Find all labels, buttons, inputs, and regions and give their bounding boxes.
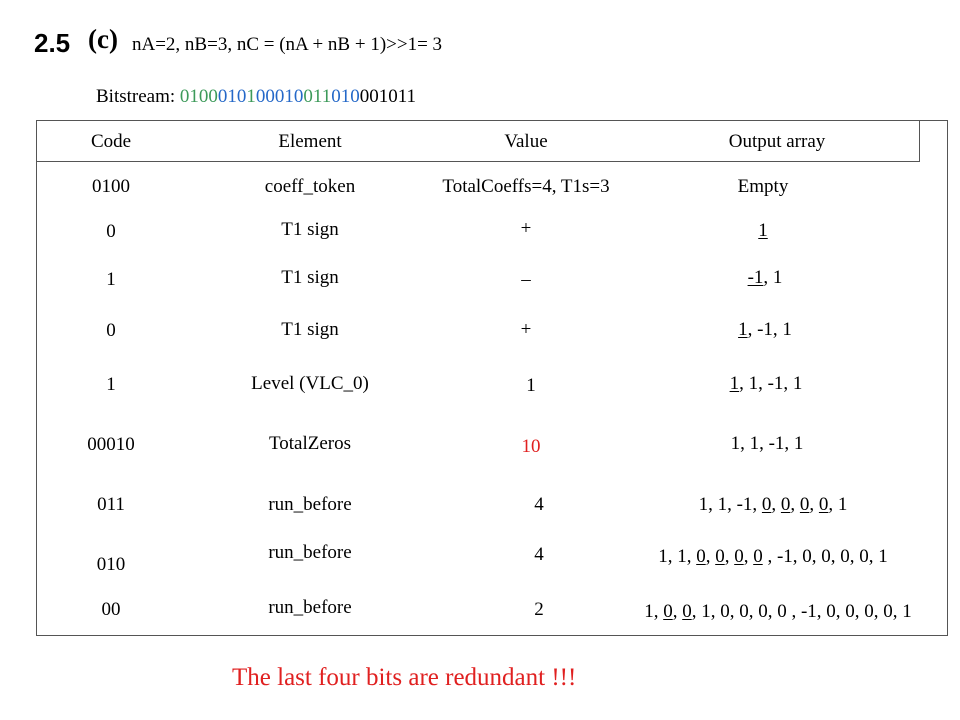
row-value: 4 xyxy=(534,494,544,515)
row-element: run_before xyxy=(268,597,352,618)
output-value: Empty xyxy=(737,176,789,197)
output-value: , xyxy=(672,601,683,622)
bitstream-segment: 1 xyxy=(246,86,256,107)
row-output-array xyxy=(738,176,789,198)
bitstream-segment: 0 xyxy=(217,86,228,107)
row-output-array xyxy=(644,601,912,623)
output-value: , -1, 0, 0, 0, 0, 1 xyxy=(762,546,888,567)
output-value: , 1 xyxy=(828,494,848,515)
row-element: run_before xyxy=(268,542,352,563)
row-element: T1 sign xyxy=(281,219,339,240)
formula-text: nA=2, nB=3, nC = (nA + nB + 1)>>1= 3 xyxy=(132,34,443,55)
part-label: (c) xyxy=(88,24,118,54)
row-output-array xyxy=(730,373,803,395)
output-value: 1, xyxy=(644,601,664,622)
row-output-array xyxy=(748,267,783,289)
row-output-array xyxy=(758,220,768,242)
header-element: Element xyxy=(278,131,342,152)
bitstream-segment: 0100 xyxy=(179,86,218,107)
output-value: , -1, 1 xyxy=(747,319,792,340)
bitstream-segment: 011 xyxy=(303,86,332,107)
output-underlined-value: 0 xyxy=(780,494,791,515)
row-output-array xyxy=(658,546,888,568)
row-code: 1 xyxy=(106,269,116,290)
row-value: + xyxy=(520,319,532,340)
output-value: 1, 1, -1, xyxy=(698,494,762,515)
row-code: 011 xyxy=(97,494,125,515)
output-underlined-value: 0 xyxy=(799,494,810,515)
bitstream-line xyxy=(96,86,416,108)
row-element: coeff_token xyxy=(264,176,356,197)
row-element: T1 sign xyxy=(281,319,339,340)
header-code: Code xyxy=(90,131,132,152)
output-value: , xyxy=(743,546,754,567)
output-value: 1, 1, -1, 1 xyxy=(730,433,804,454)
output-underlined-value: 0 xyxy=(715,546,725,567)
header-output-array: Output array xyxy=(728,131,826,152)
row-output-array xyxy=(738,319,792,341)
row-element: TotalZeros xyxy=(268,433,352,454)
output-value: , xyxy=(771,494,781,515)
output-value: , xyxy=(790,494,800,515)
row-code: 00010 xyxy=(87,434,135,455)
output-value: , xyxy=(809,494,819,515)
output-value: 1, 1, xyxy=(658,546,697,567)
output-underlined-value: 0 xyxy=(734,546,744,567)
bitstream-label: Bitstream: xyxy=(96,86,180,107)
redundant-bits-note: The last four bits are redundant !!! xyxy=(232,664,577,691)
output-underlined-value: 1 xyxy=(729,373,740,394)
row-value: 10 xyxy=(521,436,541,457)
bitstream-segment: 001011 xyxy=(359,86,416,107)
output-underlined-value: 0 xyxy=(818,494,829,515)
row-value: TotalCoeffs=4, T1s=3 xyxy=(442,176,610,197)
output-underlined-value: 1 xyxy=(758,220,768,241)
output-underlined-value: -1 xyxy=(747,267,764,288)
row-code: 0100 xyxy=(92,176,130,197)
output-value: , xyxy=(705,546,716,567)
row-value: + xyxy=(520,218,532,239)
row-code: 00 xyxy=(101,599,121,620)
output-value: , 1 xyxy=(763,267,783,288)
row-code: 010 xyxy=(96,554,126,575)
row-element: run_before xyxy=(268,494,352,515)
row-element: Level (VLC_0) xyxy=(251,373,369,394)
row-code: 0 xyxy=(106,221,116,242)
bitstream-bits xyxy=(180,86,416,107)
row-output-array xyxy=(699,494,848,516)
header-value: Value xyxy=(504,131,548,152)
row-value: 1 xyxy=(526,375,536,396)
bitstream-segment: 0 xyxy=(236,86,247,107)
output-value: , 1, 0, 0, 0, 0 , -1, 0, 0, 0, 0, 1 xyxy=(691,601,912,622)
output-underlined-value: 1 xyxy=(738,319,748,340)
output-underlined-value: 0 xyxy=(753,546,763,567)
bitstream-segment: 010 xyxy=(331,86,360,107)
bitstream-segment: 00010 xyxy=(255,86,304,107)
output-underlined-value: 0 xyxy=(696,546,706,567)
row-value: 2 xyxy=(534,599,544,620)
row-code: 0 xyxy=(106,320,116,341)
output-value: , 1, -1, 1 xyxy=(739,373,803,394)
row-value: 4 xyxy=(534,544,544,565)
row-output-array xyxy=(731,433,804,455)
output-underlined-value: 0 xyxy=(663,601,673,622)
row-value: – xyxy=(521,269,531,290)
bitstream-segment: 1 xyxy=(227,86,237,107)
row-code: 1 xyxy=(106,374,116,395)
output-underlined-value: 0 xyxy=(761,494,772,515)
output-underlined-value: 0 xyxy=(682,601,692,622)
section-number: 2.5 xyxy=(34,28,71,58)
output-value: , xyxy=(724,546,735,567)
row-element: T1 sign xyxy=(281,267,339,288)
